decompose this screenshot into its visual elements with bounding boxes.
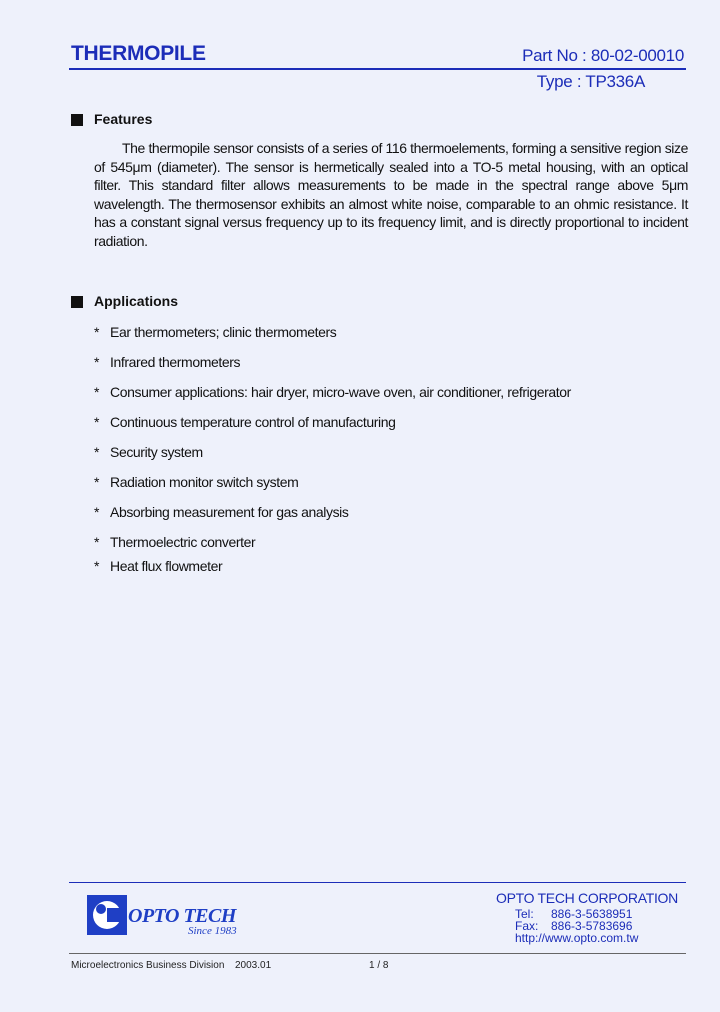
features-paragraph [94, 139, 688, 250]
application-item: * Ear thermometers; clinic thermometers [94, 324, 337, 340]
application-item: * Consumer applications: hair dryer, micro-wave oven, air conditioner, refrigerator [94, 384, 571, 400]
logo-o-inner [96, 904, 106, 914]
features-heading: Features [94, 111, 153, 127]
application-item: * Radiation monitor switch system [94, 474, 299, 490]
bullet-asterisk: * [94, 558, 100, 574]
bullet-asterisk: * [94, 534, 100, 550]
fax-value: 886-3-5783696 [551, 919, 633, 933]
fax-label: Fax: [515, 919, 539, 933]
footer-top-divider [69, 882, 686, 883]
type-label: Type : TP336A [536, 72, 645, 91]
application-item: * Continuous temperature control of manufacturing [94, 414, 396, 430]
features-bullet-square [71, 114, 83, 126]
features-text: The thermopile sensor consists of a series of 116 thermoelements, forming a sensitive region size of 545μm (diameter). The sensor is hermetically sealed into a TO-5 metal housing, with an optical filter. This standard filter allows measurements to be made in the spectral range above 5μm wavelength. The thermosensor exhibits an almost white noise, comparable to an ohmic resistance. It has a constant signal versus frequency up to its frequency limit, and is directly proportional to incident radiation. [94, 140, 688, 249]
applications-bullet-square [71, 296, 83, 308]
page-number: 1 / 8 [369, 960, 389, 971]
bullet-asterisk: * [94, 444, 100, 460]
applications-heading: Applications [94, 293, 179, 309]
footer-date: 2003.01 [235, 960, 272, 971]
document-title: THERMOPILE [71, 42, 206, 65]
logo-o-cut [107, 908, 121, 922]
company-logo-icon [87, 895, 127, 935]
application-item: * Thermoelectric converter [94, 534, 256, 550]
part-number: Part No : 80-02-00010 [522, 46, 684, 65]
tel-label: Tel: [515, 907, 534, 921]
company-name: OPTO TECH CORPORATION [496, 890, 678, 906]
bullet-asterisk: * [94, 354, 100, 370]
bullet-asterisk: * [94, 414, 100, 430]
bullet-asterisk: * [94, 324, 100, 340]
application-item: * Infrared thermometers [94, 354, 241, 370]
company-logo-text: OPTO TECH [128, 905, 236, 927]
company-logo-since: Since 1983 [188, 925, 237, 937]
company-url[interactable]: http://www.opto.com.tw [515, 931, 639, 945]
footer-divider [69, 953, 686, 954]
bullet-asterisk: * [94, 474, 100, 490]
bullet-asterisk: * [94, 384, 100, 400]
bullet-asterisk: * [94, 504, 100, 520]
header-divider [69, 68, 686, 70]
tel-value: 886-3-5638951 [551, 907, 633, 921]
application-item: * Heat flux flowmeter [94, 558, 223, 574]
application-item: * Absorbing measurement for gas analysis [94, 504, 349, 520]
application-item: * Security system [94, 444, 203, 460]
footer-division: Microelectronics Business Division [71, 960, 225, 971]
